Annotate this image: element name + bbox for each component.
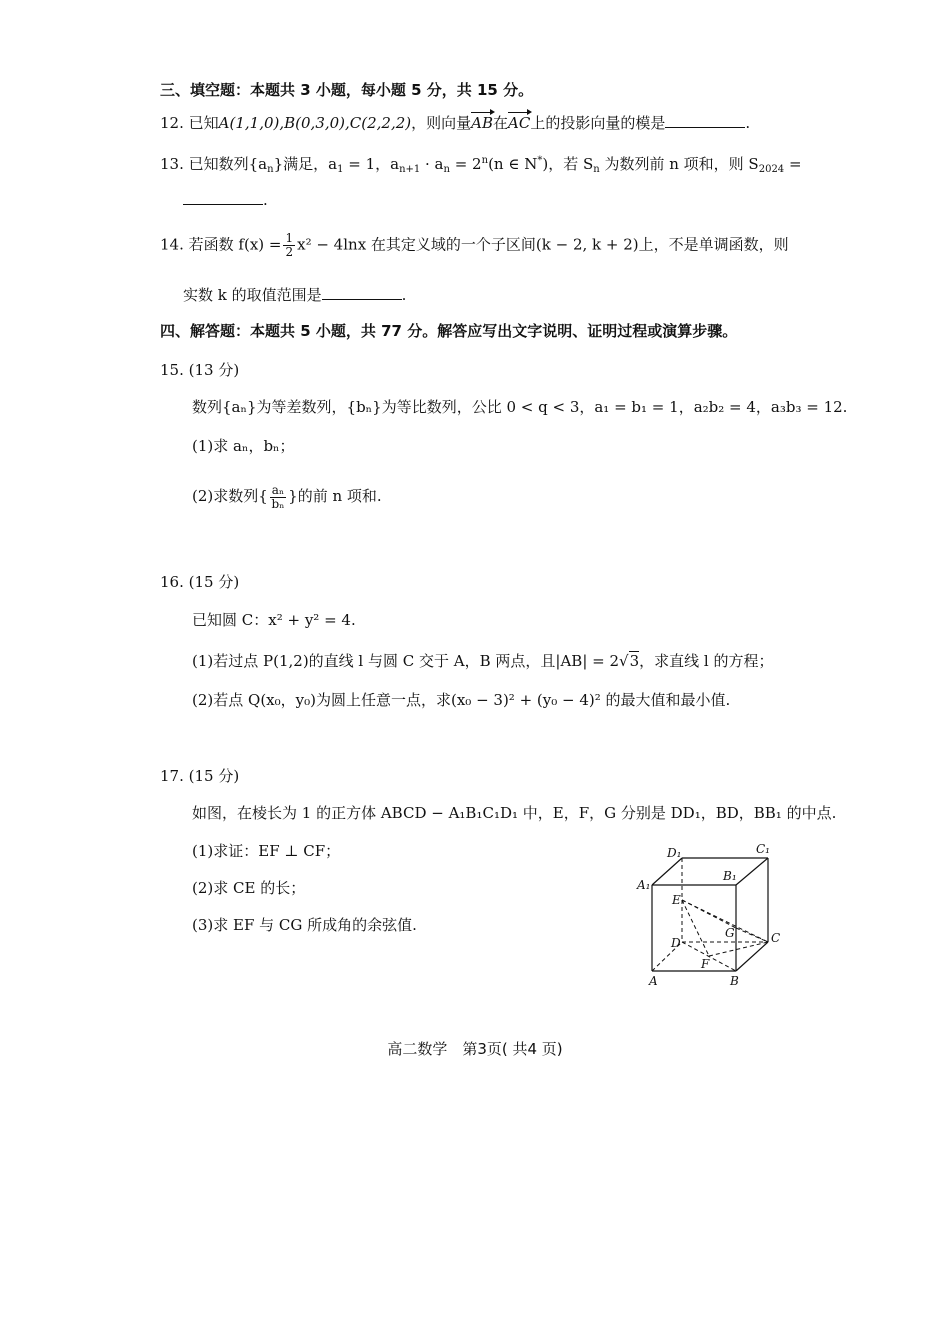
label-f: F: [701, 957, 710, 971]
q15-stem: 数列{aₙ}为等差数列，{bₙ}为等比数列，公比 0 < q < 3，a₁ = b₁ = 1，a₂b₂ = 4，a₃b₃ = 12.: [192, 398, 848, 416]
label-b: B: [730, 974, 739, 988]
q16-part-1: (1)若过点 P(1,2)的直线 l 与圆 C 交于 A，B 两点，且|AB| = 2√3，求直线 l 的方程；: [192, 652, 774, 670]
question-13: 13. 已知数列$\{a_n\}$满足，$a_1 = 1$，$a_{n+1} \cdot a_n = 2^n(n$ ∈ N*)，若 $S_n$ 为数列前 n 项和，则 $S_{2024}$ =: [160, 155, 802, 175]
segment-eg: [682, 900, 736, 928]
label-d1: D₁: [667, 846, 682, 860]
q13-text: }满足，a: [273, 155, 338, 173]
label-b1: B₁: [723, 869, 737, 883]
q13-text: = 1，a: [343, 155, 400, 173]
q14-text: 若函数 f(x) =: [188, 235, 282, 254]
question-number: 12.: [160, 114, 184, 132]
q13-text: =: [784, 155, 802, 173]
label-a: A: [649, 974, 658, 988]
q15-part-2: [192, 476, 382, 516]
label-c1: C₁: [756, 842, 770, 856]
question-14: [160, 232, 789, 259]
answer-blank[interactable]: [183, 190, 263, 205]
label-g: G: [725, 926, 735, 940]
answer-blank[interactable]: [665, 113, 745, 128]
q12-text: 上的投影向量的模是: [530, 114, 666, 132]
segment-fc: [709, 942, 768, 956]
q12-text: 在: [493, 114, 509, 132]
q13-text: 已知数列{a: [188, 155, 268, 173]
fraction-denominator: 2: [285, 245, 294, 259]
fraction: [283, 232, 295, 259]
q13-answer-line: [183, 190, 268, 210]
q14-text: x² − 4lnx 在其定义域的一个子区间(k − 2, k + 2)上，不是单调函数，则: [297, 235, 789, 254]
section-3-title: 三、填空题：本题共 3 小题，每小题 5 分，共 15 分。: [160, 81, 534, 99]
q16-text: ，求直线 l 的方程；: [639, 652, 774, 670]
question-number: 14.: [160, 235, 184, 254]
q14-text: 实数 k 的取值范围是: [183, 286, 322, 304]
fraction-numerator: aₙ: [271, 482, 285, 497]
q12-text: ，则向量: [411, 114, 472, 132]
q13-text: )，若 S: [542, 155, 594, 173]
q12-text: .: [745, 114, 751, 132]
edge-b1c1: [736, 858, 768, 885]
q14-text: .: [401, 286, 407, 304]
q16-text: (1)若过点 P(1,2)的直线 l 与圆 C 交于 A，B 两点，且|AB| = 2: [192, 652, 620, 670]
q12-text: 已知: [188, 114, 219, 132]
q14-line-2: [183, 285, 406, 305]
question-number: 13.: [160, 155, 184, 173]
section-4-title: 四、解答题：本题共 5 小题，共 77 分。解答应写出文字说明、证明过程或演算步骤。: [160, 322, 738, 340]
q13-text: · a: [420, 155, 444, 173]
edge-a1d1: [652, 858, 682, 885]
q15-text: }的前 n 项和.: [288, 487, 382, 505]
page-footer: 高二数学 第3页( 共4 页): [387, 1040, 563, 1058]
q16-heading: 16. (15 分): [160, 573, 240, 591]
q15-heading: 15. (13 分): [160, 361, 240, 379]
q13-text: (n ∈ N: [488, 155, 538, 173]
label-c: C: [771, 931, 781, 945]
q13-text: = 2: [449, 155, 482, 173]
fraction-denominator: bₙ: [271, 496, 285, 511]
answer-blank[interactable]: [322, 285, 402, 300]
segment-ef: [682, 900, 709, 956]
edge-bc: [736, 942, 768, 971]
segment-gc: [736, 928, 768, 942]
sqrt-radicand: 3: [629, 652, 640, 670]
q13-text: .: [263, 191, 268, 209]
q16-stem: 已知圆 C：x² + y² = 4.: [192, 611, 356, 629]
cube-figure: [634, 838, 794, 990]
q17-part-1: (1)求证：EF ⊥ CF；: [192, 842, 341, 860]
q17-stem: 如图，在棱长为 1 的正方体 ABCD − A₁B₁C₁D₁ 中，E，F，G 分别是 DD₁，BD，BB₁ 的中点.: [192, 804, 837, 822]
fraction-numerator: 1: [285, 231, 294, 245]
question-12: [160, 113, 750, 133]
q16-part-2: (2)若点 Q(x₀，y₀)为圆上任意一点，求(x₀ − 3)² + (y₀ − 4)² 的最大值和最小值.: [192, 691, 731, 709]
vector-ac: AC: [508, 114, 531, 132]
q13-text: 为数列前 n 项和，则 S: [599, 155, 759, 173]
fraction: [270, 484, 286, 511]
q15-part-1: (1)求 aₙ，bₙ；: [192, 437, 295, 455]
q17-heading: 17. (15 分): [160, 767, 240, 785]
q12-points: A(1,1,0),B(0,3,0),C(2,2,2): [218, 114, 412, 132]
label-d: D: [671, 936, 681, 950]
q17-part-2: (2)求 CE 的长；: [192, 879, 306, 897]
q17-part-3: (3)求 EF 与 CG 所成角的余弦值.: [192, 916, 417, 934]
label-a1: A₁: [637, 878, 651, 892]
label-e: E: [672, 893, 681, 907]
q15-text: (2)求数列{: [192, 487, 268, 505]
vector-ab: AB: [471, 114, 494, 132]
